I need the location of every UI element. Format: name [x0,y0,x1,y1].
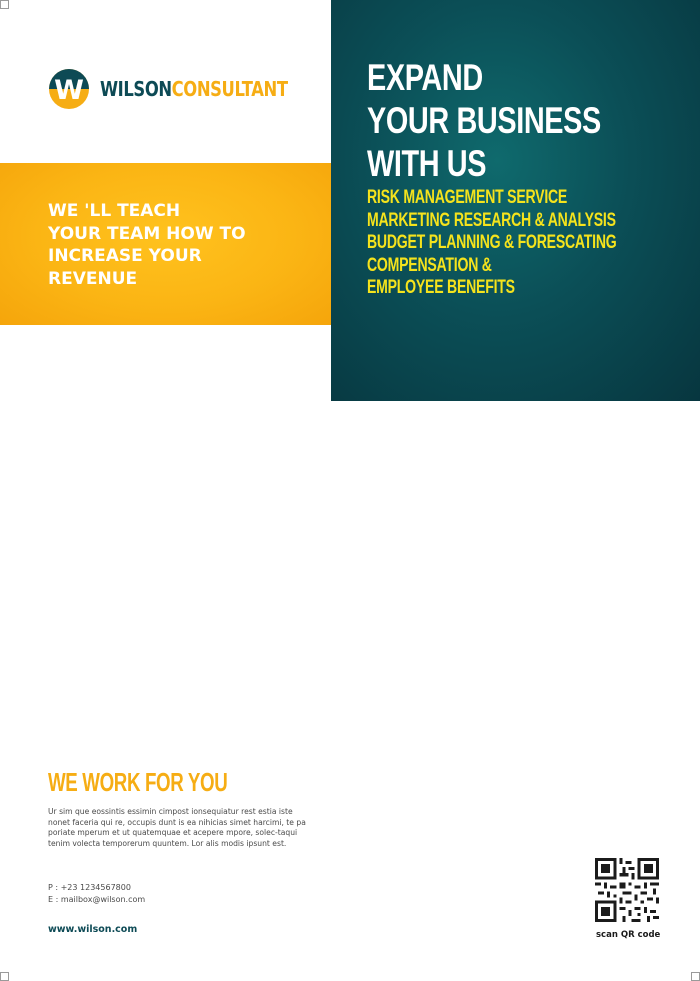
brand-logo [48,68,329,110]
tagline-line: YOUR TEAM HOW TO [48,223,246,244]
service-item: EMPLOYEE BENEFITS [367,277,515,298]
tagline-line: REVENUE [48,268,138,289]
service-item: MARKETING RESEARCH & ANALYSIS [367,209,616,231]
work-section-title: WE WORK FOR YOU [48,767,228,797]
service-item: RISK MANAGEMENT SERVICE [367,187,568,208]
service-item: BUDGET PLANNING & FORESCATING [367,232,617,253]
headline-line: WITH US [367,143,487,184]
qr-code-icon[interactable] [595,858,659,922]
tagline [48,200,308,290]
headline-line: EXPAND [367,57,483,98]
headline-line: YOUR BUSINESS [367,100,601,141]
work-section-body: Ur sim que eossintis essimin cimpost ionsequiatur rest estia iste nonet faceria qui re, occupis dunt is ea nihicias simet harcimi, te pa poriate mperum et ut quatemquae et acepere mpore, solec-taqui tenim volecta temporerum quuntem. Lor alis modis ipsunt est. [48,807,306,848]
website-link[interactable]: www.wilson.com [48,924,138,935]
crop-mark-bottom-right [691,972,700,981]
service-item: COMPENSATION & [367,254,492,276]
contact-info [48,882,145,905]
crop-mark-bottom-left [0,972,9,981]
tagline-line: INCREASE YOUR [48,246,202,266]
contact-email[interactable]: E : mailbox@wilson.com [48,894,146,904]
services-list [367,187,617,300]
headline [367,56,601,185]
crop-mark-top-left [0,0,9,9]
logo-w-icon [48,68,90,110]
brand-name-part2: CONSULTANT [171,77,288,101]
contact-phone: P : +23 1234567800 [48,883,131,892]
logo-letter: W [54,75,84,106]
qr-label: scan QR code [596,930,661,940]
brand-name [100,77,288,101]
tagline-line: WE 'LL TEACH [48,201,181,221]
brand-name-part1: WILSON [100,77,172,101]
